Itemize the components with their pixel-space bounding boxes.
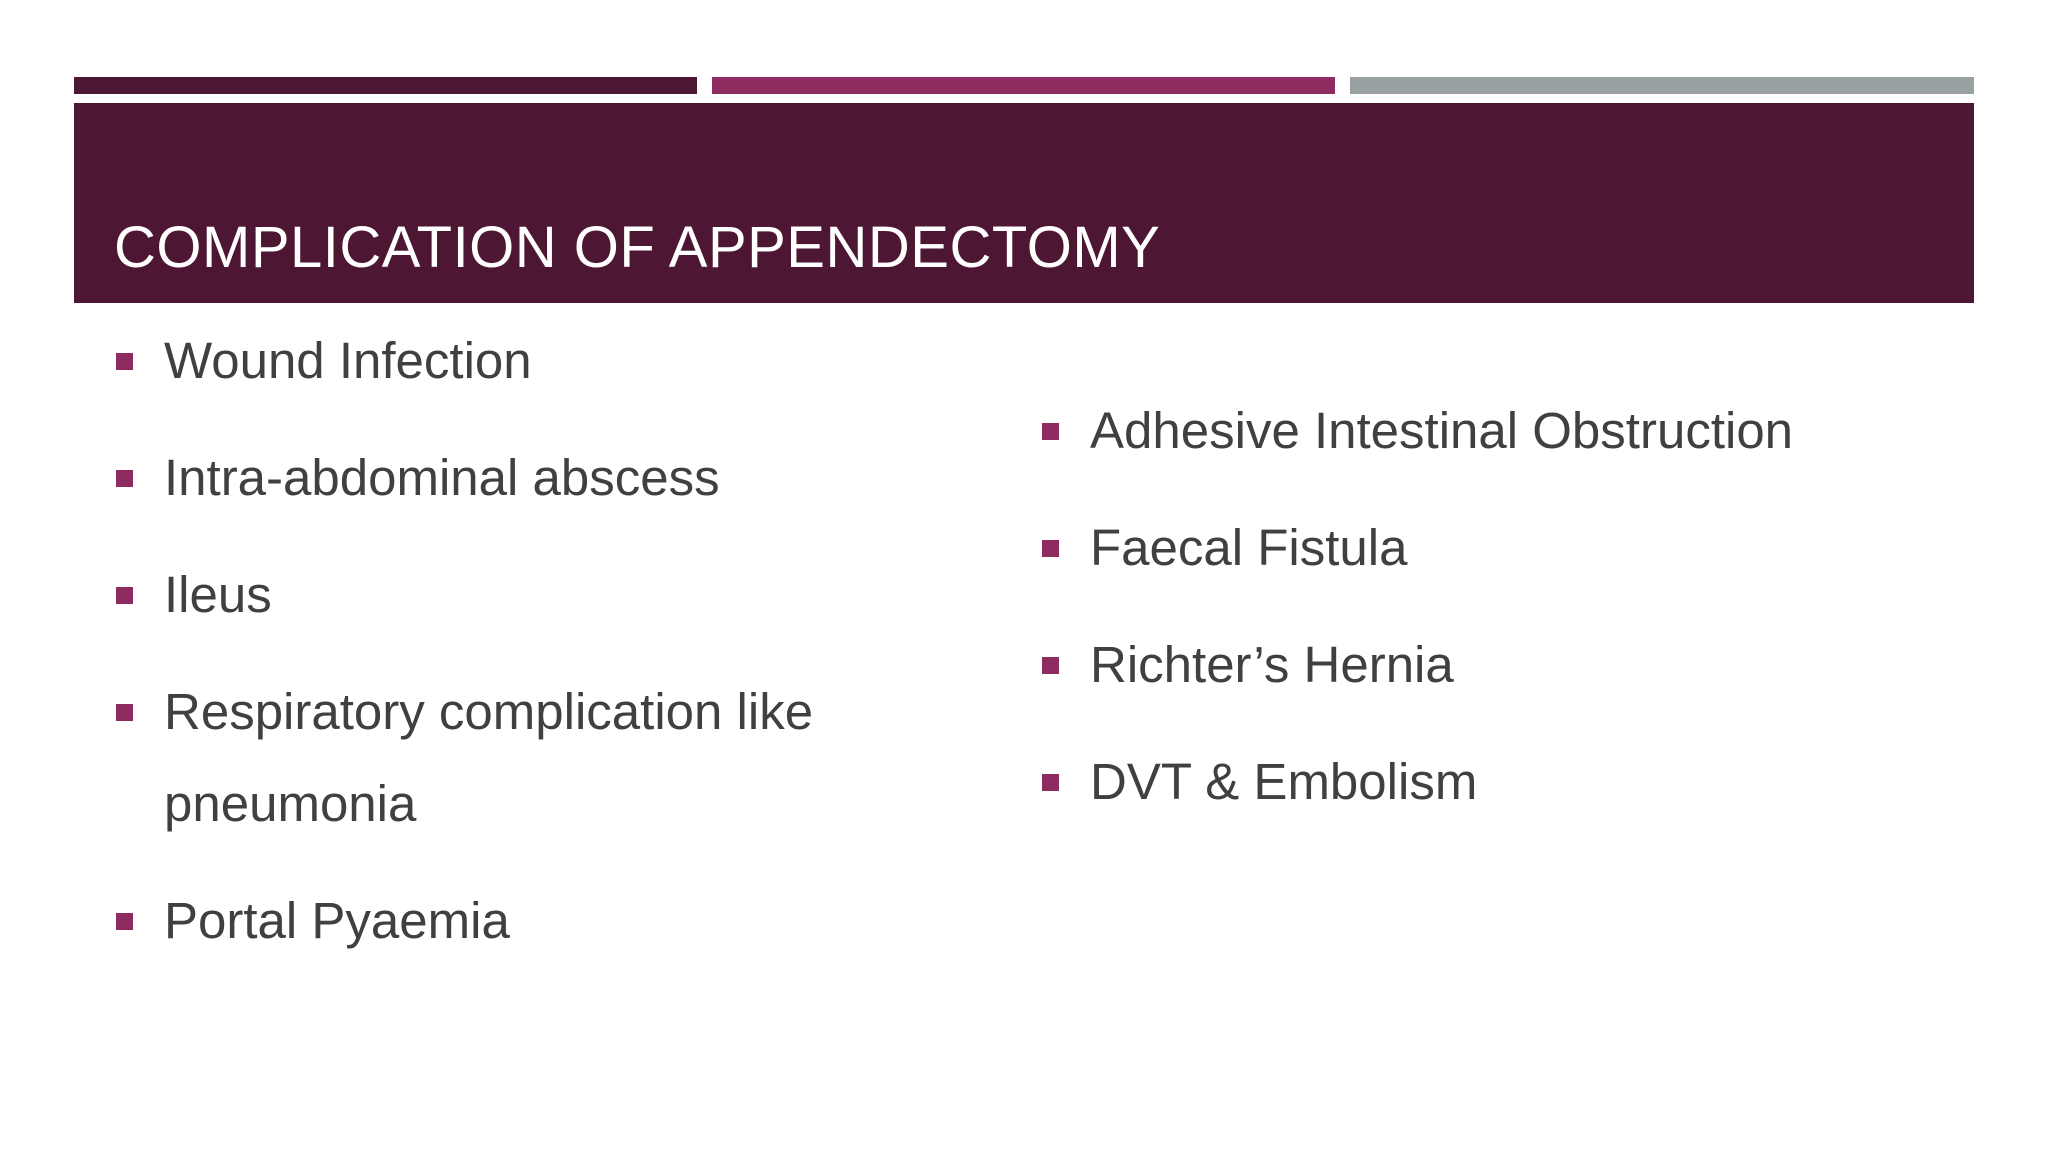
square-bullet-icon <box>116 913 133 930</box>
list-item-text: Adhesive Intestinal Obstruction <box>1090 402 1794 459</box>
slide-title: COMPLICATION OF APPENDECTOMY <box>114 215 1161 280</box>
list-item <box>116 432 976 524</box>
list-item-text: Ileus <box>164 566 272 623</box>
square-bullet-icon <box>116 587 133 604</box>
title-band <box>74 103 1974 303</box>
list-item-text: Wound Infection <box>164 332 532 389</box>
bullet-list-right <box>1042 385 1802 853</box>
square-bullet-icon <box>116 704 133 721</box>
square-bullet-icon <box>1042 774 1059 791</box>
list-item-text: Richter’s Hernia <box>1090 636 1454 693</box>
list-item-text: Respiratory complication like pneumonia <box>164 683 814 832</box>
accent-bar-dark <box>74 77 697 94</box>
square-bullet-icon <box>1042 423 1059 440</box>
list-item <box>116 875 976 967</box>
list-item <box>116 549 976 641</box>
list-item <box>1042 502 1802 594</box>
square-bullet-icon <box>1042 540 1059 557</box>
list-item <box>1042 736 1802 828</box>
bullet-list-left <box>116 315 976 992</box>
list-item-text: Intra-abdominal abscess <box>164 449 720 506</box>
list-item <box>1042 385 1802 477</box>
square-bullet-icon <box>116 353 133 370</box>
list-item-text: DVT & Embolism <box>1090 753 1478 810</box>
list-item <box>116 315 976 407</box>
list-item-text: Faecal Fistula <box>1090 519 1408 576</box>
list-item <box>1042 619 1802 711</box>
accent-bar-magenta <box>712 77 1335 94</box>
square-bullet-icon <box>116 470 133 487</box>
list-item-text: Portal Pyaemia <box>164 892 510 949</box>
list-item <box>116 666 976 850</box>
accent-bar-gray <box>1350 77 1974 94</box>
square-bullet-icon <box>1042 657 1059 674</box>
